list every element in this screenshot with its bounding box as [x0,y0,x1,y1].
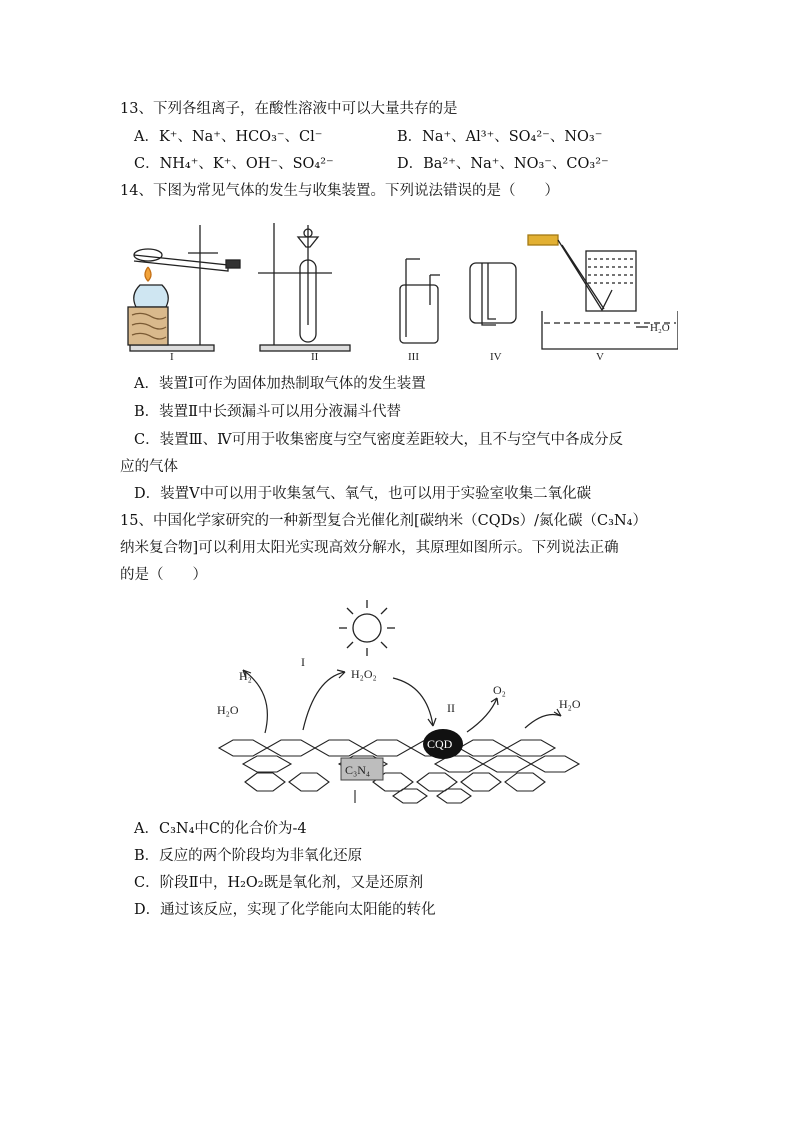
q15-stem-line2: 纳米复合物]可以利用太阳光实现高效分解水，其原理如图所示。下列说法正确 [120,540,619,556]
o2-label: O₂ [493,683,506,697]
carbon-nitride-sheet [219,740,579,803]
label-iii: III [408,351,419,363]
q14-option-d: D．装置Ⅴ中可以用于收集氢气、氧气，也可以用于实验室收集二氧化碳 [134,486,592,502]
q15-stem-line3: 的是（ ） [120,567,207,583]
h2o-left-label: H₂O [217,703,239,717]
q15-option-c: C．阶段Ⅱ中，H₂O₂既是氧化剂，又是还原剂 [134,875,424,891]
q14-option-b: B．装置Ⅱ中长颈漏斗可以用分液漏斗代替 [134,404,402,420]
label-v: V [596,351,604,363]
c3n4-box [341,758,383,780]
stage-i-label: I [301,655,305,669]
label-iv: IV [490,351,502,363]
q15-option-a: A．C₃N₄中C的化合价为-4 [134,821,307,837]
label-ii: II [311,351,319,363]
q15-option-d: D．通过该反应，实现了化学能向太阳能的转化 [134,902,436,918]
q14-option-c-line2: 应的气体 [120,459,178,475]
q15-option-b: B．反应的两个阶段均为非氧化还原 [134,848,363,864]
photocatalysis-diagram [205,598,605,813]
stage-ii-label: II [447,701,455,715]
cqd-dot [423,729,463,759]
q14-option-a: A．装置Ⅰ可作为固体加热制取气体的发生装置 [134,376,426,392]
q14-option-c-line1: C．装置Ⅲ、Ⅳ可用于收集密度与空气密度差距较大，且不与空气中各成分反 [134,432,624,448]
c3n4-label: C₃N₄ [345,763,371,777]
q13-option-c: C．NH₄⁺、K⁺、OH⁻、SO₄²⁻ [134,156,334,172]
apparatus-iv [470,263,516,325]
apparatus-ii [258,223,350,351]
q13-option-d: D．Ba²⁺、Na⁺、NO₃⁻、CO₃²⁻ [397,156,609,172]
apparatus-i [128,225,240,351]
apparatus-figure [118,215,678,365]
q13-stem: 13、下列各组离子，在酸性溶液中可以大量共存的是 [120,101,458,117]
sun-icon [339,600,395,656]
label-water: H₂O [650,322,670,334]
h2o-right-label: H₂O [559,697,581,711]
cqd-label: CQD [427,737,453,751]
h2o2-label: H₂O₂ [351,667,377,681]
q15-stem-line1: 15、中国化学家研究的一种新型复合光催化剂[碳纳米（CQDs）/氮化碳（C₃N₄） [120,513,647,529]
apparatus-iii [400,259,440,343]
q13-option-b: B．Na⁺、Al³⁺、SO₄²⁻、NO₃⁻ [397,129,603,145]
label-i: I [170,351,174,363]
q13-option-a: A．K⁺、Na⁺、HCO₃⁻、Cl⁻ [134,129,323,145]
h2-label: H₂ [239,669,252,683]
q14-stem: 14、下图为常见气体的发生与收集装置。下列说法错误的是（ ） [120,183,559,199]
